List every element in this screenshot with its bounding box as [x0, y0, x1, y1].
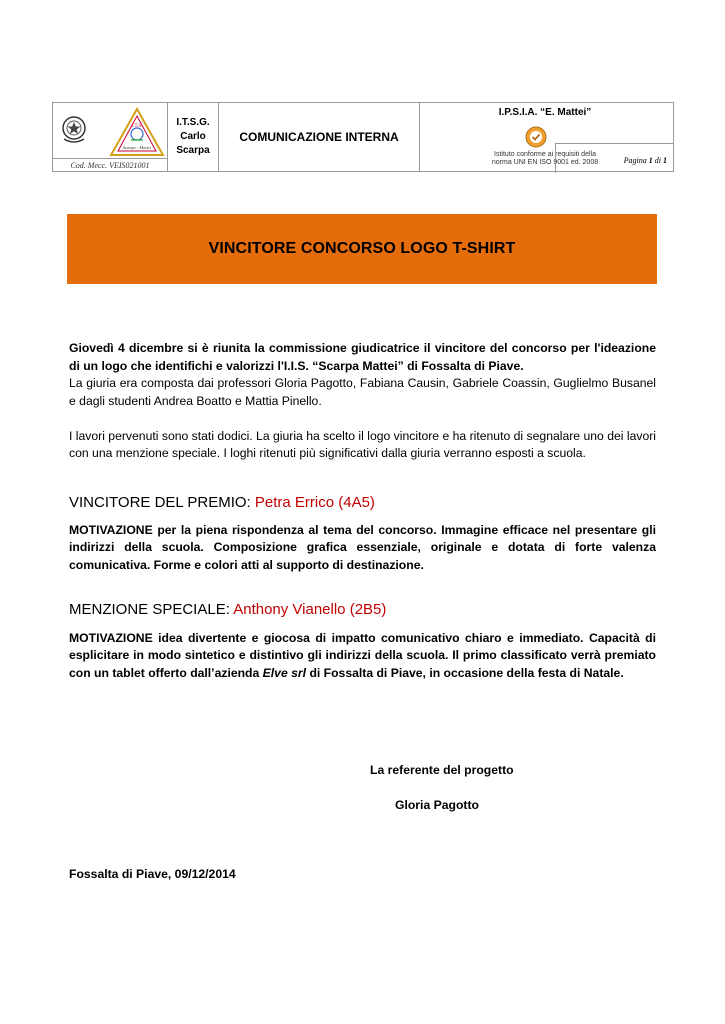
winner-motivation: MOTIVAZIONE per la piena rispondenza al tema del concorso. Immagine efficace nel presentare gli indirizzi della scuola. Composizione grafica essenziale, originale e dotata di forte valenza comunicativa. Forme e colori atti al supporto di destinazione. [69, 522, 656, 572]
cod-mecc: Cod. Mecc. VEIS021001 [53, 158, 167, 170]
special-heading [69, 601, 656, 619]
special-motivation-text-b: di Fossalta di Piave, in occasione della festa di Natale. [309, 665, 624, 680]
special-motivation [69, 630, 656, 683]
iso-certification-icon [524, 125, 548, 149]
signature-role: La referente del progetto [370, 763, 514, 777]
communication-type: COMUNICAZIONE INTERNA [219, 103, 420, 172]
itsg-line2: Carlo [180, 131, 206, 142]
ipsia-cell [420, 103, 674, 172]
intro-bold-paragraph: Giovedì 4 dicembre si è riunita la commissione giudicatrice il vincitore del concorso per l'ideazione di un logo che identifichi e valorizzi l'I.I.S. “Scarpa Mattei” di Fossalta di Piave. [69, 341, 656, 373]
pagina-total: 1 [663, 156, 667, 165]
special-name: Anthony Vianello (2B5) [233, 601, 387, 618]
pagina-current: 1 [648, 156, 653, 165]
ipsia-title: I.P.S.I.A. “E. Mattei” [498, 107, 592, 118]
winner-section [69, 494, 656, 574]
pagina-label: Pagina [623, 156, 647, 165]
title-banner [67, 214, 657, 284]
intro-section [69, 340, 656, 463]
special-label: MENZIONE SPECIALE: [69, 601, 230, 618]
triangle-bottom-text: Scarpa - Mattei [122, 145, 152, 150]
winner-heading [69, 494, 656, 512]
company-name: Elve srl [262, 665, 307, 680]
itsg-line1: I.T.S.G. [176, 117, 210, 128]
itsg-cell [168, 103, 219, 172]
school-triangle-logo [109, 107, 165, 157]
jury-paragraph: La giuria era composta dai professori Gloria Pagotto, Fabiana Causin, Gabriele Coassin, Guglielmo Busanel e dagli studenti Andrea Boatto e Mattia Pinello. [69, 376, 656, 408]
page-title: VINCITORE CONCORSO LOGO T-SHIRT [208, 240, 516, 257]
special-motivation-text-a: idea divertente e giocosa di impatto comunicativo chiaro e immediato. Capacità di esplicitare in modo sintetico e distintivo gli indirizzi della scuola. Il primo classificato verrà premiato con un tablet offerto dall’azienda [69, 630, 657, 680]
letterhead [52, 102, 674, 172]
cert-line1: Istituto conforme ai requisiti della [494, 151, 596, 158]
special-mention-section [69, 601, 656, 682]
pagina-di: di [654, 156, 661, 165]
special-motivation-word: MOTIVAZIONE [69, 630, 153, 645]
school-logos-cell [53, 103, 168, 172]
winner-name: Petra Errico (4A5) [254, 494, 375, 511]
signature-name: Gloria Pagotto [395, 798, 479, 812]
cert-line2: norma UNI EN ISO 9001 ed. 2008 [491, 159, 599, 166]
place-date: Fossalta di Piave, 09/12/2014 [69, 867, 236, 881]
triangle-top-text: I.T.S. [131, 124, 143, 129]
page-indicator [555, 143, 673, 173]
itsg-line3: Scarpa [176, 145, 210, 156]
winner-label: VINCITORE DEL PREMIO: [69, 494, 251, 511]
works-paragraph: I lavori pervenuti sono stati dodici. La giuria ha scelto il logo vincitore e ha ritenuto di segnalare uno dei lavori con una menzione speciale. I loghi ritenuti più significativi dalla giuria verranno esposti a scuola. [69, 428, 656, 460]
italian-republic-emblem-icon [59, 113, 89, 145]
